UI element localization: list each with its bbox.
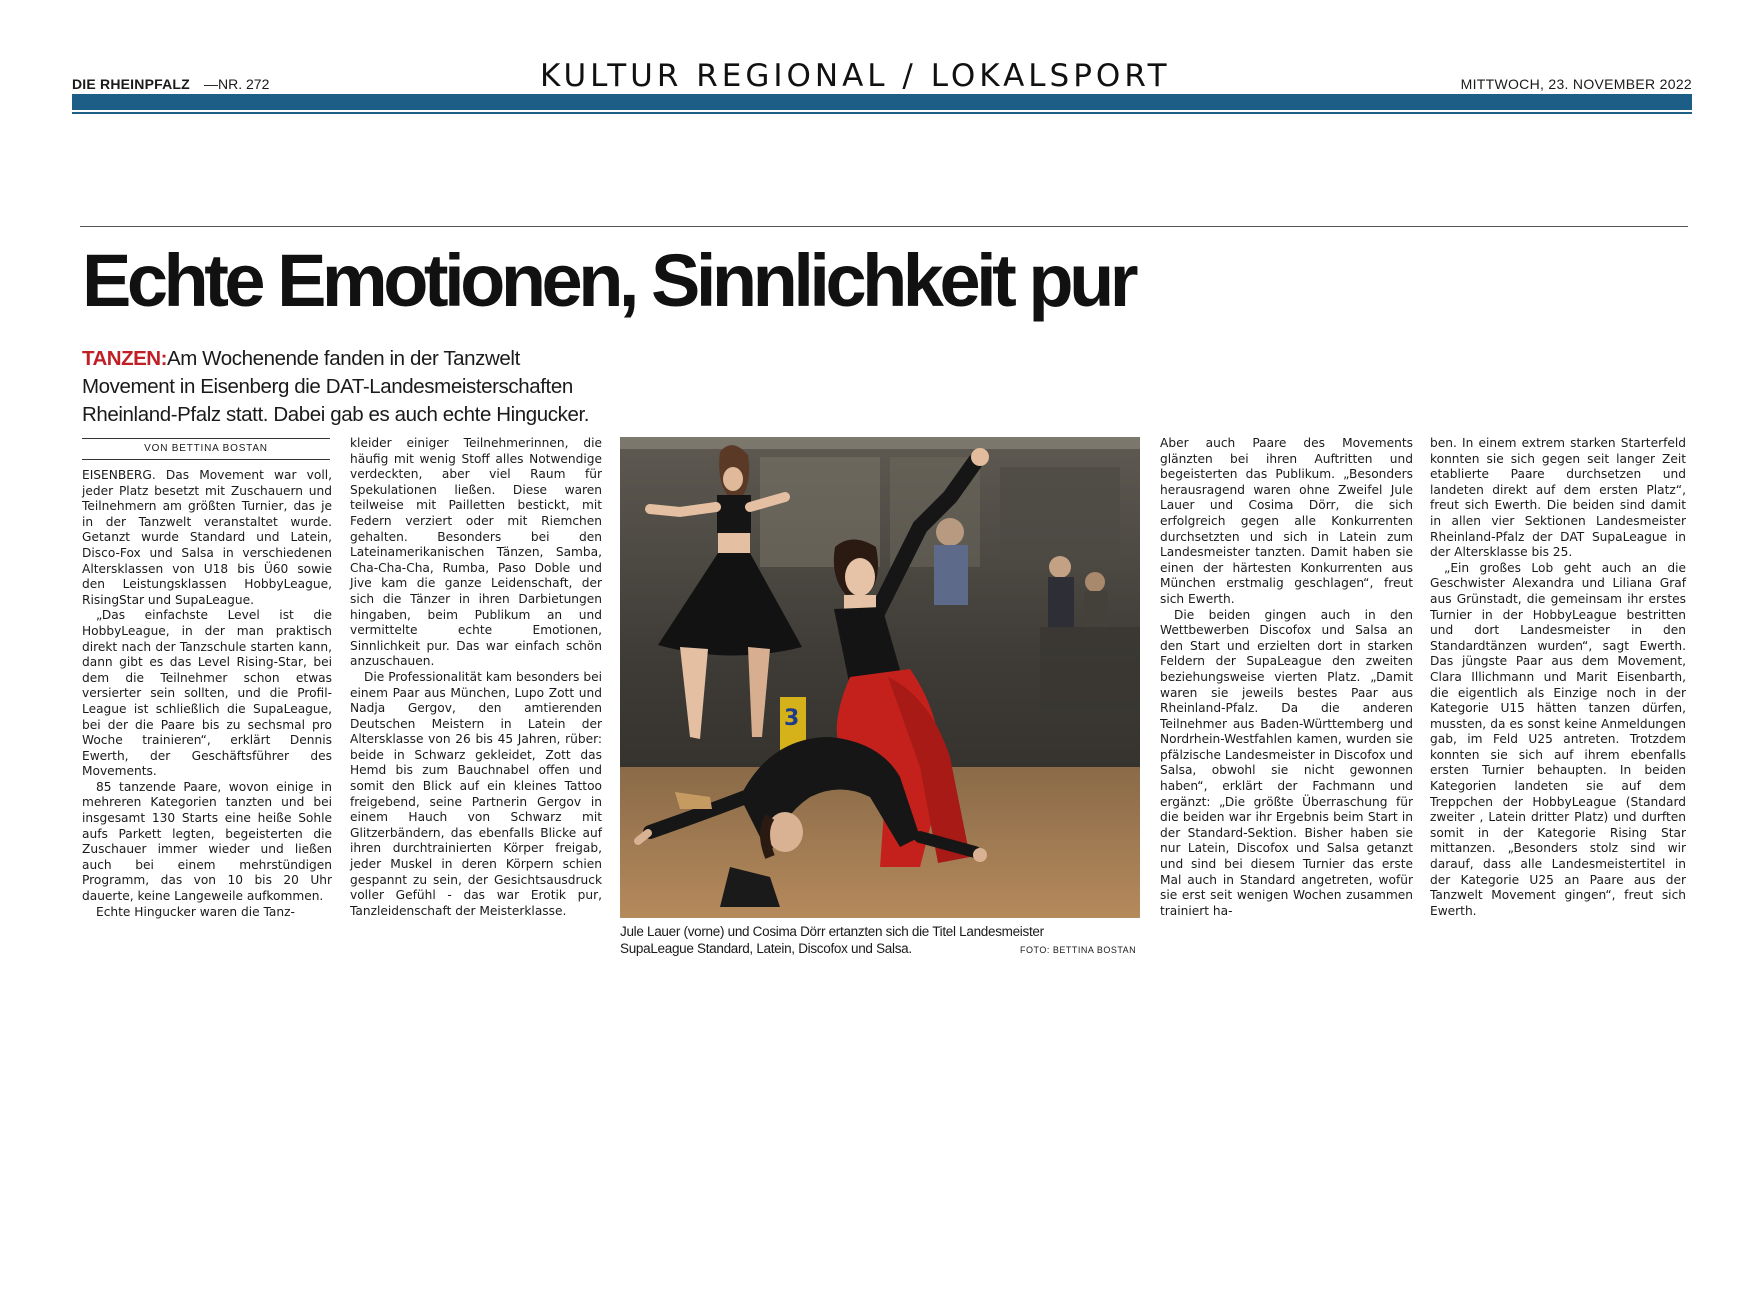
paragraph: ben. In einem extrem starken Starterfeld konnten sie sich gegen seit langer Zeit etablierte Paare durchsetzen und landeten direkt auf dem ersten Platz“, freut sich Ewerth. Die beiden sind damit in allen vier Sektionen Landesmeister Rheinland-Pfalz der DAT SupaLeague in der Altersklasse bis 25.: [1430, 436, 1686, 560]
article-photo: [620, 437, 1140, 918]
byline: VON BETTINA BOSTAN: [144, 443, 268, 454]
svg-text:3: 3: [784, 706, 800, 731]
headline: Echte Emotionen, Sinnlichkeit pur: [82, 239, 1135, 322]
issue-date: MITTWOCH, 23. NOVEMBER 2022: [1460, 76, 1692, 92]
paragraph: „Ein großes Lob geht auch an die Geschwister Alexandra und Liliana Graf aus Grünstadt, die gemeinsam ihr erstes Turnier in der HobbyLeague bestritten und dort Landesmeister in den Standardtänzen wurden“, sagt Ewerth. Das jüngste Paar aus dem Movement, Clara Illichmann und Marit Eisenbarth, die eigentlich als Einzige noch in der Kategorie U15 hätten tanzen dürfen, mussten, da es sonst keine Anmeldungen gab, im Feld U25 antreten. Trotzdem konnten sie sich auf ihrem ebenfalls ersten Turnier behaupten. In beiden Kategorien landeten sie auf dem Treppchen der HobbyLeague (Standard zweiter , Latein dritter Platz) und durften somit in der Kategorie Rising Star mittanzen. „Besonders stolz sind wir darauf, dass alle Landesmeistertitel in der Kategorie U25 an Paare aus der Tanzwelt Movement gingen“, freut sich Ewerth.: [1430, 560, 1686, 918]
photo-credit: FOTO: BETTINA BOSTAN: [1020, 945, 1137, 955]
article-column-2: [350, 436, 602, 919]
deck-line-2: Movement in Eisenberg die DAT-Landesmeisterschaften: [82, 375, 573, 398]
deck-line-1: [82, 345, 642, 373]
article-deck: [82, 345, 642, 429]
paragraph: Die Professionalität kam besonders bei einem Paar aus München, Lupo Zott und Nadja Gergov, den amtierenden Deutschen Meistern in Latein der Altersklasse von 26 bis 45 Jahren, rüber: beide in Schwarz gekleidet, Zott das Hemd bis zum Bauchnabel offen und somit den Blick auf ein kleines Tattoo freigebend, seine Partnerin Gergov in einem Hauch von Schwarz mit Glitzerbändern, das ebenfalls Blicke auf ihren durchtrainierten Körper freigab, jeder Muskel in deren Körpern schien gespannt zu sein, der Gesichtsausdruck voller Gefühl - das war Erotik pur, Tanzleidenschaft der Meisterklasse.: [350, 669, 602, 918]
paragraph: Aber auch Paare des Movements glänzten bei ihren Auftritten und begeisterten das Publikum. „Besonders herausragend waren ohne Zweifel Jule Lauer und Cosima Dörr, die sich erfolgreich gegen alle Konkurrenten durchsetzten und sich in Latein zum Landesmeister tanzten. Damit haben sie einen der härtesten Konkurrenten aus München erstmalig geschlagen“, freut sich Ewerth.: [1160, 436, 1413, 606]
kicker-label: TANZEN:: [82, 347, 167, 370]
dancers-photo-illustration: [620, 437, 1140, 918]
masthead-rule: [72, 112, 1692, 114]
byline-rule-bottom: [82, 459, 330, 460]
paragraph: „Das einfachste Level ist die HobbyLeague, in der man praktisch direkt nach der Tanzschule starten kann, dann gibt es das Level Rising-Star, bei dem die Teilnehmer schon etwas versierter sein sollten, und die Profil-League ist schließlich die SupaLeague, bei der die Paare bis zu sechsmal pro Woche trainieren“, erklärt Dennis Ewerth, der Geschäftsführer des Movements.: [82, 608, 332, 779]
paragraph: Die beiden gingen auch in den Wettbewerben Discofox und Salsa an den Start und erzielten dort in starken Feldern der SupaLeague den zweiten beziehungsweise vierten Platz. „Damit waren sie jeweils bestes Paar aus Rheinland-Pfalz. Da die anderen Teilnehmer aus Baden-Württemberg und Nordrhein-Westfahlen kamen, wurden sie pfälzische Landesmeister in Discofox und Salsa, obwohl sie nicht gewonnen haben“, erklärt der Fachmann und ergänzt: „Die größte Überraschung für die beiden war ihr Ergebnis beim Start in der Standard-Sektion. Bisher haben sie nur Latein, Discofox und Salsa getanzt und sind bei diesem Turnier das erste Mal auch in Standard angetreten, wofür sie erst seit wenigen Wochen zusammen trainiert ha-: [1160, 607, 1413, 918]
issue-number: —NR. 272: [204, 76, 270, 92]
article-top-rule: [80, 226, 1688, 227]
deck-line-3: Rheinland-Pfalz statt. Dabei gab es auch echte Hingucker.: [82, 403, 590, 426]
photo-caption: Jule Lauer (vorne) und Cosima Dörr ertanzten sich die Titel Landesmeister SupaLeague Standard, Latein, Discofox und Salsa.: [620, 924, 1044, 956]
article-column-3: [1160, 436, 1413, 919]
section-title: KULTUR REGIONAL / LOKALSPORT: [540, 58, 1171, 94]
paragraph: 85 tanzende Paare, wovon einige in mehreren Kategorien tanzten und bei insgesamt 130 Starts eine heiße Sohle aufs Parkett legten, begeisterten die Zuschauer immer wieder und ließen auch bei einem mehrstündigen Programm, das von 10 bis 20 Uhr dauerte, keine Langeweile aufkommen.: [82, 779, 332, 904]
newspaper-name: DIE RHEINPFALZ: [72, 76, 190, 92]
article-column-4: [1430, 436, 1686, 919]
byline-rule-top: [82, 438, 330, 439]
masthead-bar: [72, 94, 1692, 110]
deck-text-1: Am Wochenende fanden in der Tanzwelt: [166, 347, 520, 370]
article-column-1: [82, 468, 332, 920]
paragraph: Echte Hingucker waren die Tanz-: [96, 904, 295, 919]
paragraph: kleider einiger Teilnehmerinnen, die häufig mit wenig Stoff alles Notwendige verdeckten, aber viel Raum für Spekulationen ließen. Diese waren teilweise mit Pailletten bestickt, mit Federn verziert oder mit Riemchen gehalten. Besonders bei den Lateinamerikanischen Tänzen, Samba, Cha-Cha-Cha, Rumba, Paso Doble und Jive kam die ganze Leidenschaft, der sich die Tänzer in ihren Darbietungen hingaben, beim Publikum an und vermittelte echte Emotionen, Sinnlichkeit pur. Das war einfach schön anzuschauen.: [350, 436, 602, 669]
paragraph: EISENBERG. Das Movement war voll, jeder Platz besetzt mit Zuschauern und Teilnehmern am größten Turnier, das je in der Tanzwelt veranstaltet wurde. Getanzt wurde Standard und Latein, Disco-Fox und Salsa in verschiedenen Altersklassen von U18 bis Ü60 sowie den Leistungsklassen HobbyLeague, RisingStar und SupaLeague.: [82, 468, 332, 607]
